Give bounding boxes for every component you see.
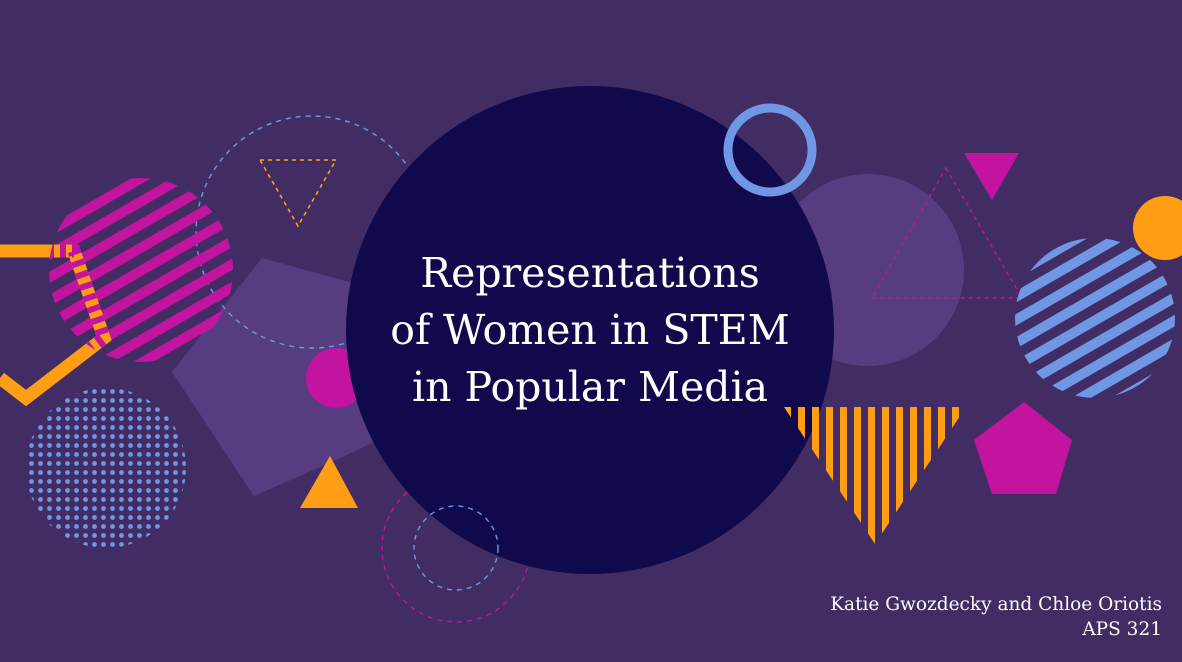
course-code: APS 321 <box>1082 619 1162 640</box>
magenta-triangle <box>964 153 1019 200</box>
striped-blue-circle <box>1015 238 1175 398</box>
author-names: Katie Gwozdecky and Chloe Oriotis <box>830 594 1162 615</box>
title-line-2: of Women in STEM <box>390 306 790 354</box>
title-line-1: Representations <box>420 249 760 297</box>
orange-striped-triangle <box>784 407 966 544</box>
title-line-3: in Popular Media <box>411 363 769 411</box>
dotted-circle <box>26 388 186 548</box>
dashed-orange-triangle <box>260 160 336 226</box>
orange-circle-right <box>1133 196 1182 260</box>
magenta-pentagon <box>974 402 1072 494</box>
slide-title <box>340 245 840 416</box>
author-block <box>830 592 1162 642</box>
